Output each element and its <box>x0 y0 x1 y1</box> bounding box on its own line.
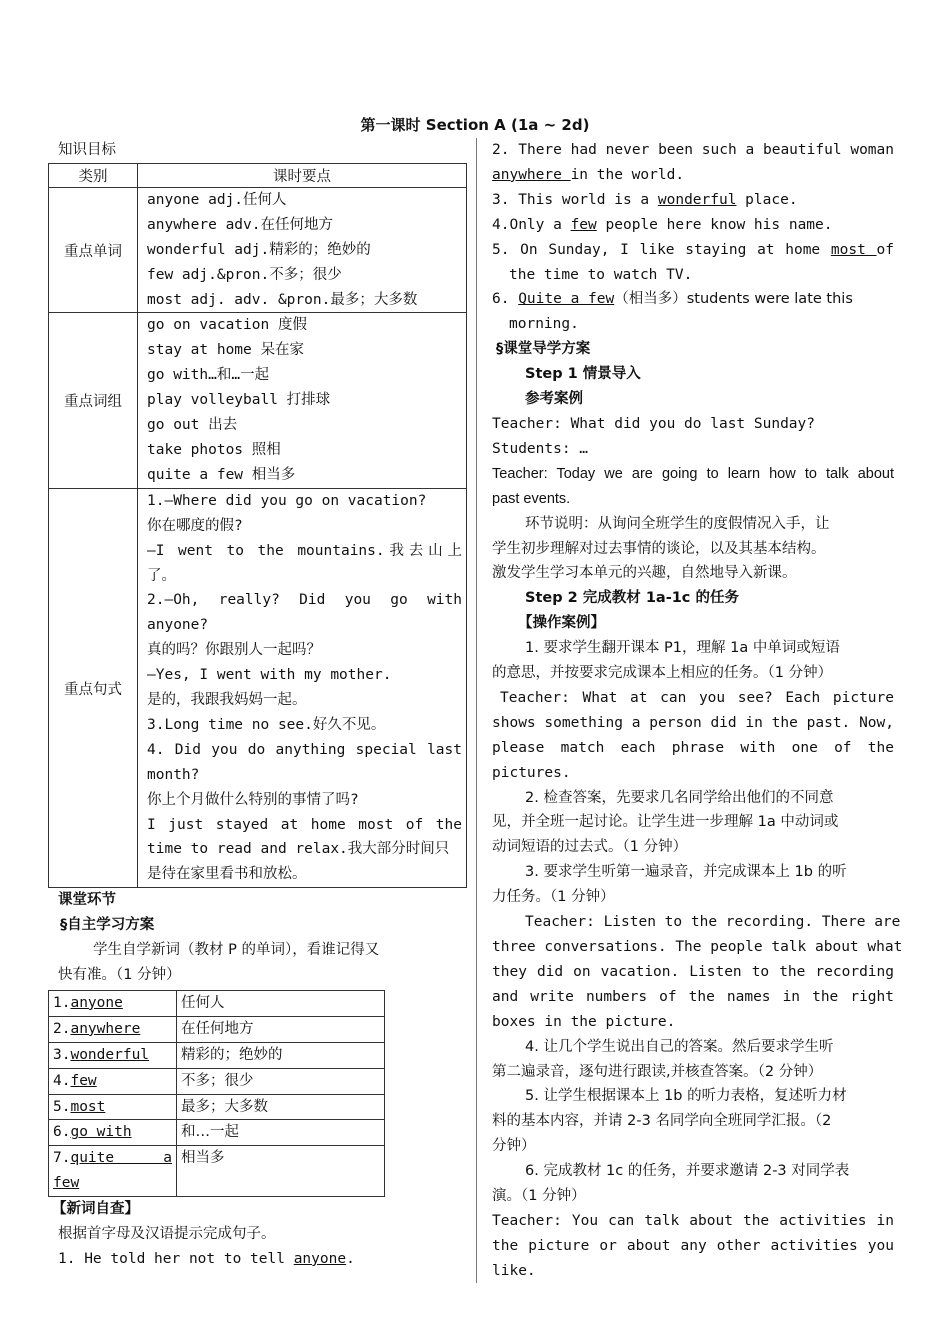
table-row <box>49 313 467 488</box>
step-item: please match each phrase with one of the <box>492 739 894 756</box>
point-line: anywhere adv.在任何地方 <box>147 216 333 233</box>
point-line: wonderful adj.精彩的；绝妙的 <box>147 241 371 258</box>
point-line: few adj.&pron.不多；很少 <box>147 266 342 283</box>
point-line: I just stayed at home most of the <box>147 816 462 833</box>
question-5: 5. On Sunday, I like staying at home most of <box>492 241 894 258</box>
question-5-cont: the time to watch TV. <box>509 266 693 283</box>
point-line: quite a few 相当多 <box>147 466 296 483</box>
question-6-cont: morning. <box>509 316 579 333</box>
step-item: 1. 要求学生翻开课本 P1，理解 1a 中单词或短语 <box>525 640 840 657</box>
step-item: 见，并全班一起讨论。让学生进一步理解 1a 中动词或 <box>492 814 839 831</box>
step-1-heading: Step 1 情景导入 <box>525 366 641 383</box>
point-line: 2.—Oh, really? Did you go with <box>147 592 462 609</box>
vocab-word: 6.go with <box>49 1120 177 1146</box>
vocab-meaning: 和…一起 <box>177 1120 385 1146</box>
row-category: 重点词组 <box>49 313 138 488</box>
question-2: 2. There had never been such a beautiful woman <box>492 142 894 158</box>
step-item: 2. 检查答案，先要求几名同学给出他们的不同意 <box>525 789 834 806</box>
section-note: 环节说明：从询问全班学生的度假情况入手，让 <box>525 515 830 532</box>
point-line: —Yes, I went with my mother. <box>147 667 392 684</box>
vocab-word: 5.most <box>49 1094 177 1120</box>
header-points: 课时要点 <box>138 163 467 187</box>
step-item: 3. 要求学生听第一遍录音，并完成课本上 1b 的听 <box>525 864 847 881</box>
page-title: 第一课时 Section A (1a ~ 2d) <box>360 116 590 134</box>
vocab-meaning: 精彩的；绝妙的 <box>177 1042 385 1068</box>
vocab-meaning: 相当多 <box>177 1146 385 1197</box>
vocab-word: 4.few <box>49 1068 177 1094</box>
point-line: stay at home 呆在家 <box>147 342 304 359</box>
table-row <box>49 488 467 888</box>
step-item: pictures. <box>492 764 571 781</box>
point-line: play volleyball 打排球 <box>147 392 331 409</box>
step-item: 第二遍录音，逐句进行跟读,并核查答案。（2 分钟） <box>492 1063 823 1080</box>
step-item: 6. 完成教材 1c 的任务，并要求邀请 2-3 对同学表 <box>525 1163 850 1180</box>
point-line: take photos 照相 <box>147 441 281 458</box>
question-3: 3. This world is a wonderful place. <box>492 191 798 208</box>
op-case-heading: 【操作案例】 <box>518 615 605 632</box>
point-line: 1.—Where did you go on vacation? <box>147 492 427 509</box>
self-study-text: 快有准。（1 分钟） <box>58 967 181 983</box>
teacher-line: Teacher: What did you do last Sunday? <box>492 415 816 432</box>
step-item: 动词短语的过去式。（1 分钟） <box>492 839 688 856</box>
vocab-word: 1.anyone <box>49 990 177 1016</box>
point-line: anyone? <box>147 617 209 634</box>
guide-heading: §课堂导学方案 <box>496 341 591 358</box>
row-category: 重点单词 <box>49 187 138 313</box>
step-item: 力任务。（1 分钟） <box>492 889 615 906</box>
knowledge-table <box>48 163 467 888</box>
left-column <box>48 138 468 1272</box>
new-words-instruction: 根据首字母及汉语提示完成句子。 <box>58 1226 276 1243</box>
vocab-row <box>49 1042 385 1068</box>
vocab-word: 3.wonderful <box>49 1042 177 1068</box>
step-item: like. <box>492 1262 536 1279</box>
point-line: 是待在家里看书和放松。 <box>147 866 307 883</box>
right-column <box>492 138 903 1284</box>
vocab-meaning: 最多；大多数 <box>177 1094 385 1120</box>
vocab-table <box>48 990 385 1197</box>
point-line: —I went to the mountains.我去山上 <box>147 542 462 559</box>
point-line: 是的，我跟我妈妈一起。 <box>147 692 307 709</box>
vocab-row <box>49 1120 385 1146</box>
point-line: month? <box>147 766 200 783</box>
step-item: 料的基本内容，并请 2-3 名同学向全班同学汇报。（2 <box>492 1113 832 1130</box>
question-6: 6. Quite a few（相当多）students were late this <box>492 291 853 308</box>
step-item: three conversations. The people talk about what <box>492 939 903 955</box>
teacher-line: Teacher: Today we are going to learn how to talk about <box>492 465 894 482</box>
step-item: Teacher: What at can you see? Each picture <box>500 689 894 706</box>
step-item: 演。（1 分钟） <box>492 1188 586 1205</box>
vocab-meaning: 任何人 <box>177 990 385 1016</box>
teacher-line-cont: past events. <box>492 490 571 507</box>
question-1: 1. He told her not to tell anyone. <box>58 1250 355 1267</box>
column-divider <box>476 138 477 1283</box>
point-line: go out 出去 <box>147 417 238 434</box>
point-line: 3.Long time no see.好久不见。 <box>147 716 386 733</box>
row-points <box>138 313 467 488</box>
step-item: 4. 让几个学生说出自己的答案。然后要求学生听 <box>525 1038 834 1055</box>
students-line: Students: … <box>492 440 589 457</box>
table-header-row <box>49 163 467 187</box>
vocab-meaning: 在任何地方 <box>177 1016 385 1042</box>
vocab-row <box>49 1016 385 1042</box>
self-study-heading: §自主学习方案 <box>60 917 155 934</box>
vocab-word: 7.quite a few <box>49 1146 177 1197</box>
point-line: 你在哪度的假? <box>147 517 243 534</box>
vocab-row <box>49 1094 385 1120</box>
vocab-word: 2.anywhere <box>49 1016 177 1042</box>
classroom-heading: 课堂环节 <box>58 892 116 909</box>
section-note: 学生初步理解对过去事情的谈论，以及其基本结构。 <box>492 540 826 557</box>
step-item: the picture or about any other activities you <box>492 1237 894 1254</box>
row-category: 重点句式 <box>49 488 138 888</box>
question-2-cont: anywhere in the world. <box>492 166 685 183</box>
step-item: boxes in the picture. <box>492 1013 676 1030</box>
header-category: 类别 <box>49 163 138 187</box>
new-words-heading: 【新词自查】 <box>52 1201 139 1218</box>
step-item: Teacher: You can talk about the activities in <box>492 1212 894 1229</box>
question-4: 4.Only a few people here know his name. <box>492 216 833 233</box>
step-item: 的意思，并按要求完成课本上相应的任务。（1 分钟） <box>492 665 833 682</box>
step-item: they did on vacation. Listen to the recording <box>492 963 894 980</box>
vocab-row <box>49 1146 385 1197</box>
point-line: go on vacation 度假 <box>147 317 307 334</box>
point-line: anyone adj.任何人 <box>147 191 287 208</box>
step-item: 分钟） <box>492 1138 536 1155</box>
point-line: 真的吗？你跟别人一起吗？ <box>147 642 321 659</box>
point-line: 了。 <box>147 567 176 584</box>
ref-case-heading: 参考案例 <box>525 391 583 408</box>
point-line: 你上个月做什么特别的事情了吗? <box>147 791 359 808</box>
table-row <box>49 187 467 313</box>
row-points <box>138 488 467 888</box>
point-line: 4. Did you do anything special last <box>147 741 462 758</box>
step-item: and write numbers of the names in the right <box>492 988 894 1005</box>
vocab-row <box>49 1068 385 1094</box>
row-points <box>138 187 467 313</box>
knowledge-heading: 知识目标 <box>58 142 116 158</box>
vocab-meaning: 不多；很少 <box>177 1068 385 1094</box>
point-line: most adj. adv. &pron.最多；大多数 <box>147 291 418 308</box>
section-note: 激发学生学习本单元的兴趣，自然地导入新课。 <box>492 565 797 582</box>
vocab-row <box>49 990 385 1016</box>
step-item: Teacher: Listen to the recording. There are <box>525 914 901 931</box>
step-item: 5. 让学生根据课本上 1b 的听力表格，复述听力材 <box>525 1088 847 1105</box>
step-item: shows something a person did in the past. Now, <box>492 714 894 731</box>
point-line: go with…和…一起 <box>147 367 270 384</box>
step-2-heading: Step 2 完成教材 1a-1c 的任务 <box>525 590 739 607</box>
point-line: time to read and relax.我大部分时间只 <box>147 841 450 858</box>
self-study-text: 学生自学新词（教材 P 的单词），看谁记得又 <box>93 942 380 959</box>
